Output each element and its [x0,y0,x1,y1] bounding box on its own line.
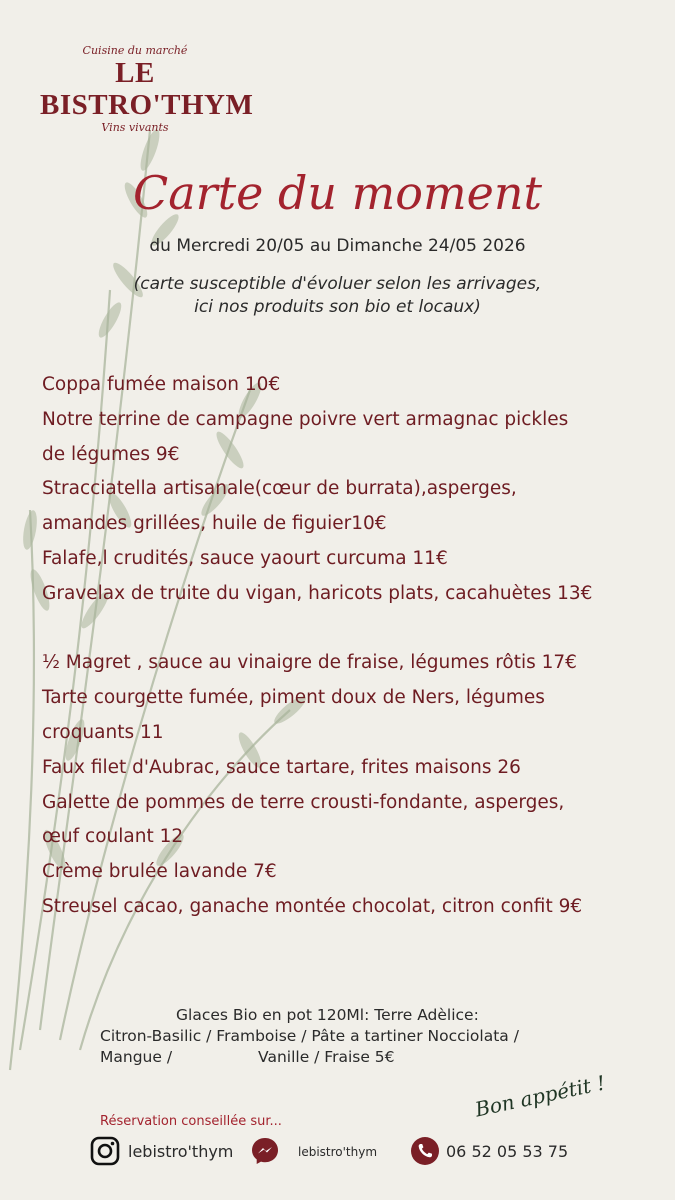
phone-number[interactable]: 06 52 05 53 75 [446,1142,569,1161]
ice-cream-flavors: Citron-Basilic / Framboise / Pâte a tartiner Nocciolata / [100,1027,519,1045]
instagram-handle[interactable]: lebistro'thym [128,1142,234,1161]
phone-icon[interactable] [410,1136,440,1166]
menu-line: Gravelax de truite du vigan, haricots plats, cacahuètes 13€ [42,582,593,604]
logo-name: LE BISTRO'THYM [40,57,254,121]
ice-cream-flavor: Vanille / Fraise 5€ [258,1048,395,1066]
ice-cream-flavors-row [100,1047,620,1068]
menu-line: Galette de pommes de terre crousti-fondante, asperges, [42,791,565,813]
menu-line: Crème brulée lavande 7€ [42,861,277,883]
menu-line: Falafe,l crudités, sauce yaourt curcuma 11€ [42,547,448,569]
reservation-note: Réservation conseillée sur... [100,1114,282,1129]
menu-line: croquants 11 [42,721,164,743]
menu-spacer [42,612,662,647]
menu-line: de légumes 9€ [42,443,180,465]
menu-note [0,273,675,319]
menu-line: Coppa fumée maison 10€ [42,374,281,395]
menu-list [42,368,662,925]
menu-line: Faux filet d'Aubrac, sauce tartare, frites maisons 26 [42,756,521,778]
ice-cream-section [100,1005,620,1068]
ice-cream-title: Glaces Bio en pot 120Ml: Terre Adèlice: [176,1006,479,1024]
menu-line: œuf coulant 12 [42,826,184,848]
ice-cream-flavor: Mangue / [100,1048,173,1066]
menu-line: Notre terrine de campagne poivre vert armagnac pickles [42,408,569,430]
logo-tagline-bottom: Vins vivants [101,121,169,134]
menu-note-line: (carte susceptible d'évoluer selon les arrivages, [133,274,542,294]
menu-line: Tarte courgette fumée, piment doux de Ners, légumes [42,687,545,709]
menu-line: amandes grillées, huile de figuier10€ [42,513,387,535]
messenger-icon[interactable] [250,1136,280,1166]
menu-line: ½ Magret , sauce au vinaigre de fraise, légumes rôtis 17€ [42,652,577,674]
logo-tagline-top: Cuisine du marché [82,44,188,57]
contact-footer [90,1134,590,1168]
menu-dates: du Mercredi 20/05 au Dimanche 24/05 2026 [149,236,526,256]
page-title: Carte du moment [133,166,542,220]
restaurant-logo [40,44,254,134]
menu-line: Streusel cacao, ganache montée chocolat, citron confit 9€ [42,895,583,917]
bon-appetit-signature: Bon appétit ! [472,1070,608,1122]
messenger-handle[interactable]: lebistro'thym [298,1145,378,1159]
menu-line: Stracciatella artisanale(cœur de burrata),asperges, [42,478,517,500]
instagram-icon[interactable] [90,1136,120,1166]
menu-note-line: ici nos produits son bio et locaux) [194,297,481,317]
